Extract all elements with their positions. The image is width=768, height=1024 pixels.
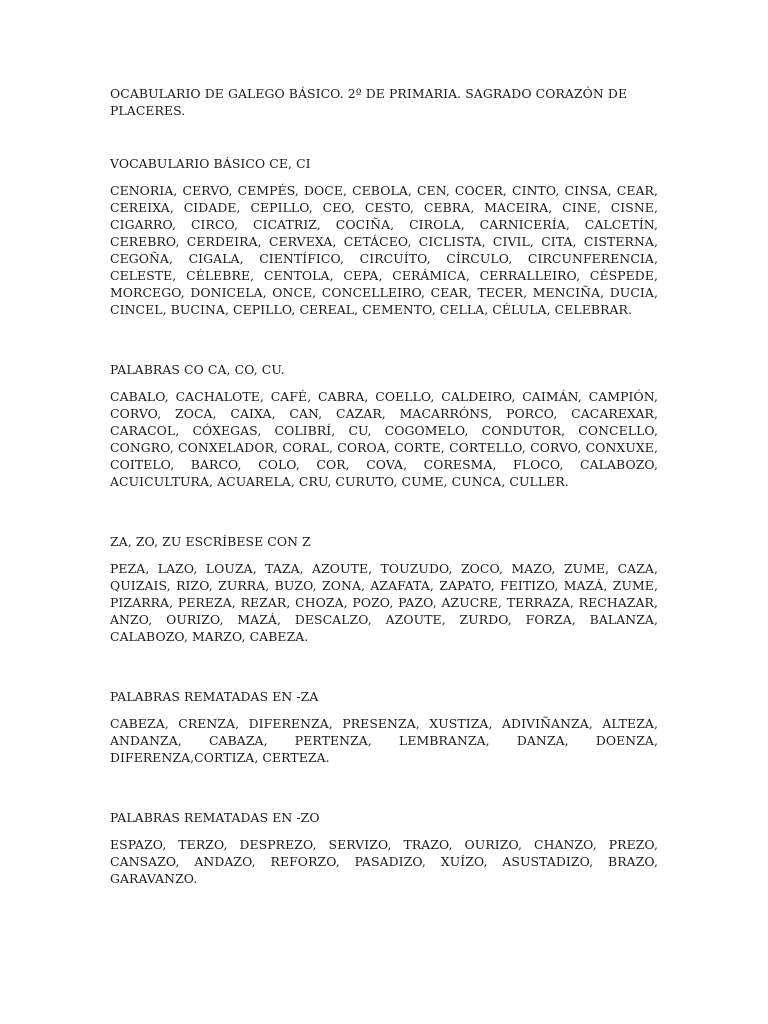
section-body: ESPAZO, TERZO, DESPREZO, SERVIZO, TRAZO, OURIZO, CHANZO, PREZO, CANSAZO, ANDAZO, REFORZO, PASADIZO, XUÍZO, ASUSTADIZO, BRAZO, GARAVANZO. bbox=[110, 837, 658, 886]
section-heading: PALABRAS CO CA, CO, CU. bbox=[110, 362, 285, 377]
section-body: CABEZA, CRENZA, DIFERENZA, PRESENZA, XUSTIZA, ADIVIÑANZA, ALTEZA, ANDANZA, CABAZA, PERTENZA, LEMBRANZA, DANZA, DOENZA, DIFERENZA,CORTIZA, CERTEZA. bbox=[110, 716, 658, 765]
section-body: PEZA, LAZO, LOUZA, TAZA, AZOUTE, TOUZUDO, ZOCO, MAZO, ZUME, CAZA, QUIZAIS, RIZO, ZURRA, BUZO, ZONA, AZAFATA, ZAPATO, FEITIZO, MAZÁ, ZUME, PIZARRA, PEREZA, REZAR, CHOZA, POZO, PAZO, AZUCRE, TERRAZA, RECHAZAR, ANZO, OURIZO, MAZÁ, DESCALZO, AZOUTE, ZURDO, FORZA, BALANZA, CALABOZO, MARZO, CABEZA. bbox=[110, 561, 658, 644]
section-za-zo-zu bbox=[110, 533, 658, 645]
section-ce-ci bbox=[110, 155, 658, 318]
section-heading: VOCABULARIO BÁSICO CE, CI bbox=[110, 156, 311, 171]
section-heading: PALABRAS REMATADAS EN -ZA bbox=[110, 689, 319, 704]
section-za-ending bbox=[110, 688, 658, 766]
section-heading: PALABRAS REMATADAS EN -ZO bbox=[110, 810, 320, 825]
document-page bbox=[110, 85, 658, 887]
section-body: CENORIA, CERVO, CEMPÉS, DOCE, CEBOLA, CEN, COCER, CINTO, CINSA, CEAR, CEREIXA, CIDADE, CEPILLO, CEO, CESTO, CEBRA, MACEIRA, CINE, CISNE, CIGARRO, CIRCO, CICATRIZ, COCIÑA, CIROLA, CARNICERÍA, CALCETÍN, CEREBRO, CERDEIRA, CERVEXA, CETÁCEO, CICLISTA, CIVIL, CITA, CISTERNA, CEGOÑA, CIGALA, CIENTÍFICO, CIRCUÍTO, CÍRCULO, CIRCUNFERENCIA, CELESTE, CÉLEBRE, CENTOLA, CEPA, CERÁMICA, CERRALLEIRO, CÉSPEDE, MORCEGO, DONICELA, ONCE, CONCELLEIRO, CEAR, TECER, MENCIÑA, DUCIA, CINCEL, BUCINA, CEPILLO, CEREAL, CEMENTO, CELLA, CÉLULA, CELEBRAR. bbox=[110, 183, 658, 317]
section-heading: ZA, ZO, ZU ESCRÍBESE CON Z bbox=[110, 534, 311, 549]
section-ca-co-cu bbox=[110, 361, 658, 490]
section-body: CABALO, CACHALOTE, CAFÉ, CABRA, COELLO, CALDEIRO, CAIMÁN, CAMPIÓN, CORVO, ZOCA, CAIXA, CAN, CAZAR, MACARRÓNS, PORCO, CACAREXAR, CARACOL, CÓXEGAS, COLIBRÍ, CU, COGOMELO, CONDUTOR, CONCELLO, CONGRO, CONXELADOR, CORAL, COROA, CORTE, CORTELLO, CORVO, CONXUXE, COITELO, BARCO, COLO, COR, COVA, CORESMA, FLOCO, CALABOZO, ACUICULTURA, ACUARELA, CRU, CURUTO, CUME, CUNCA, CULLER. bbox=[110, 389, 658, 489]
document-title: OCABULARIO DE GALEGO BÁSICO. 2º DE PRIMARIA. SAGRADO CORAZÓN DE PLACERES. bbox=[110, 86, 628, 118]
section-zo-ending bbox=[110, 809, 658, 887]
